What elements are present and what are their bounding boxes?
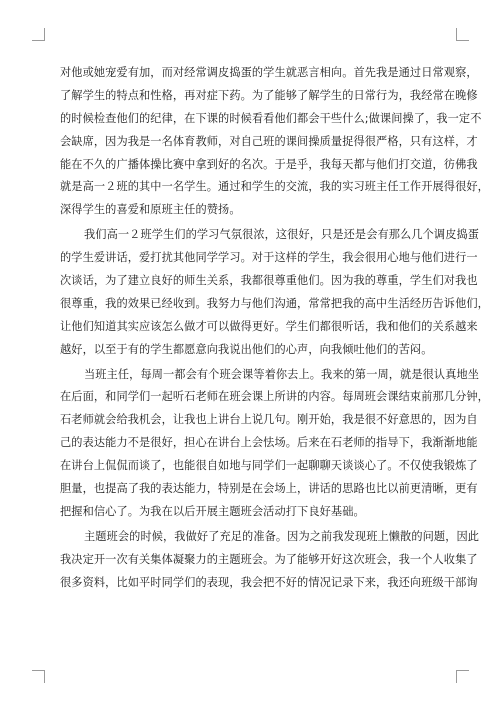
text-line: 在讲台上侃侃而谈了，也能很自如地与同学们一起聊聊天谈谈心了。不仅使我锻炼了 <box>60 459 478 473</box>
text-line: 我决定开一次有关集体凝聚力的主题班会。为了能够开好这次班会，我一个人收集了 <box>60 552 478 566</box>
text-line: 深得学生的喜爱和原班主任的赞扬。 <box>60 203 241 217</box>
document-body <box>60 62 489 594</box>
text-line: 己的表达能力不是很好，担心在讲台上会怯场。后来在石老师的指导下，我渐渐地能 <box>60 436 478 450</box>
paragraph-4 <box>60 524 480 595</box>
text-line: 石老师就会给我机会，让我也上讲台上说几句。刚开始，我是很不好意思的，因为自 <box>60 413 478 427</box>
text-line: 对他或她宠爱有加，而对经常调皮捣蛋的学生就恶言相向。首先我是通过日常观察， <box>60 66 478 79</box>
text-line: 会缺席，因为我是一名体育教师，对自己班的课间操质量捉得很严格，只有这样，才 <box>60 134 478 148</box>
text-line: 我们高一２班学生们的学习气氛很浓，这很好，只是还是会有那么几个调皮捣蛋 <box>84 228 480 242</box>
text-line: 主题班会的时候，我做好了充足的准备。因为之前我发现班上懒散的问题，因此 <box>84 529 480 543</box>
crop-mark-top-right <box>456 28 469 41</box>
text-line: 能在不久的广播体操比赛中拿到好的名次。于是乎，我每天都与他们打交道，彷佛我 <box>60 157 478 171</box>
text-line: 让他们知道其实应该怎么做才可以做得更好。学生们都很听话，我和他们的关系越来 <box>60 319 478 333</box>
text-line: 把握和信心了。为我在以后开展主题班会活动打下良好基础。 <box>60 504 365 518</box>
text-line: 的学生爱讲话，爱打扰其他同学学习。对于这样的学生，我会很用心地与他们进行一 <box>60 251 478 265</box>
text-line: 次谈话，为了建立良好的师生关系，我都很尊重他们。因为我的尊重，学生们对我也 <box>60 274 478 288</box>
crop-mark-bottom-right <box>456 670 469 683</box>
paragraph-2 <box>60 222 489 361</box>
text-line: 在后面，和同学们一起听石老师在班会课上所讲的内容。每周班会课结束前那几分钟， <box>60 390 489 404</box>
text-line: 胆量，也提高了我的表达能力，特别是在会场上，讲话的思路也比以前更清晰，更有 <box>60 482 478 496</box>
text-line: 了解学生的特点和性格，再对症下药。为了能够了解学生的日常行为，我经常在晚修 <box>60 88 478 102</box>
text-line: 越好，以至于有的学生都愿意向我说出他们的心声，向我倾吐他们的苦闷。 <box>60 342 433 356</box>
paragraph-3 <box>60 362 489 524</box>
crop-mark-bottom-left <box>32 670 45 683</box>
text-line: 当班主任，每周一都会有个班会课等着你去上。我来的第一周，就是很认真地坐 <box>84 367 480 381</box>
paragraph-1 <box>60 62 489 222</box>
text-line: 很尊重，我的效果已经收到。我努力与他们沟通，常常把我的高中生活经历告诉他们， <box>60 296 489 310</box>
text-line: 的时候检查他们的纪律，在下课的时候看看他们都会干些什么;做课间操了，我一定不 <box>60 111 482 125</box>
crop-mark-top-left <box>32 28 45 41</box>
text-line: 就是高一２班的其中一名学生。通过和学生的交流，我的实习班主任工作开展得很好， <box>60 180 489 194</box>
text-line: 很多资料，比如平时同学们的表现，我会把不好的情况记录下来，我还向班级干部询 <box>60 575 478 589</box>
